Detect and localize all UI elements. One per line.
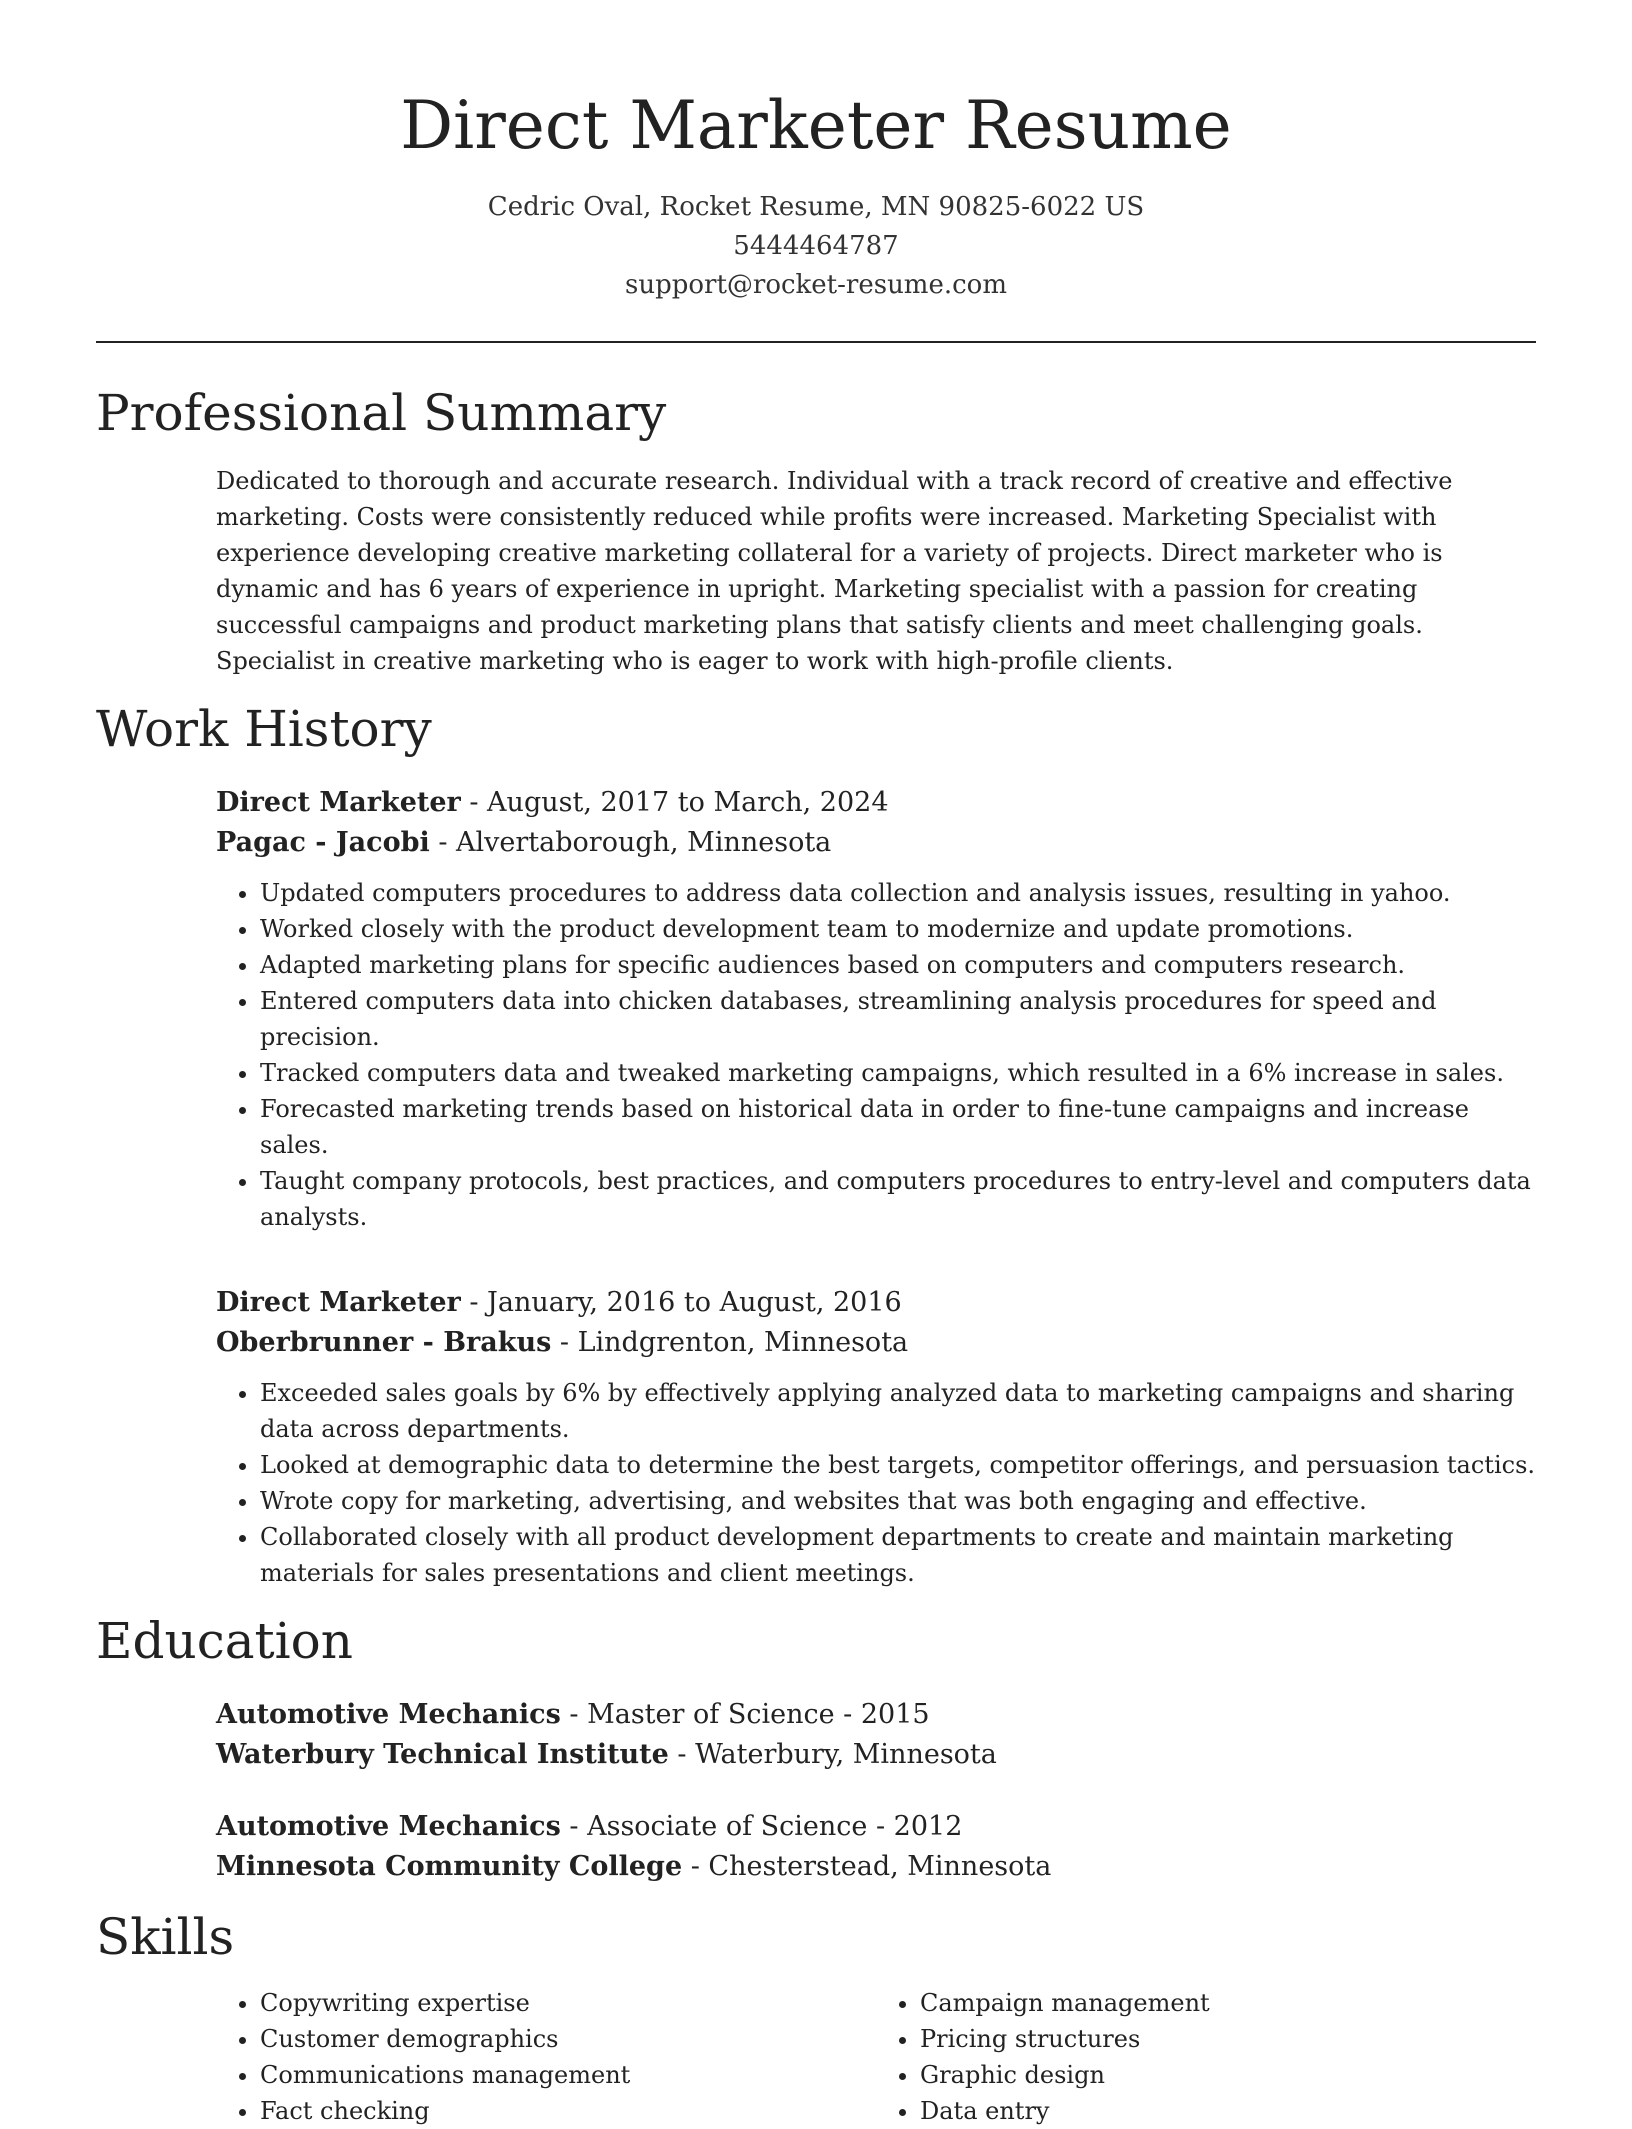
job-location: - Alvertaborough, Minnesota: [429, 826, 832, 858]
job-bullets: [216, 875, 1536, 1235]
contact-info: [96, 188, 1536, 305]
education-school: Waterbury Technical Institute: [216, 1738, 669, 1770]
job-company-line: [216, 1323, 1536, 1363]
skill-item: • Campaign management: [920, 1985, 1536, 2021]
contact-email: support@rocket-resume.com: [624, 269, 1007, 300]
job-bullet: • Worked closely with the product development team to modernize and update promotions.: [260, 911, 1536, 947]
skill-item: • Communications management: [260, 2057, 876, 2093]
education-degree: - Master of Science - 2015: [560, 1698, 930, 1730]
job-bullet: • Looked at demographic data to determine the best targets, competitor offerings, and persuasion tactics.: [260, 1447, 1536, 1483]
education-degree: - Associate of Science - 2012: [560, 1810, 963, 1842]
education-field: Automotive Mechanics: [216, 1698, 561, 1730]
job-bullet: • Tracked computers data and tweaked marketing campaigns, which resulted in a 6% increase in sales.: [260, 1055, 1536, 1091]
skill-item: • Copywriting expertise: [260, 1985, 876, 2021]
education-section: [96, 1611, 1536, 1887]
skills-list: [876, 1985, 1536, 2129]
job-bullet: • Adapted marketing plans for specific audiences based on computers and computers research.: [260, 947, 1536, 983]
resume-header: [96, 0, 1536, 305]
work-history-section: [96, 699, 1536, 1591]
job-entry: [216, 1283, 1536, 1591]
job-dates: - August, 2017 to March, 2024: [460, 786, 889, 818]
education-field: Automotive Mechanics: [216, 1810, 561, 1842]
skill-item: • Graphic design: [920, 2057, 1536, 2093]
education-degree-line: [216, 1807, 1536, 1847]
skill-item: • Customer demographics: [260, 2021, 876, 2057]
job-bullet: • Updated computers procedures to address data collection and analysis issues, resulting in yahoo.: [260, 875, 1536, 911]
skills-column-right: [876, 1985, 1536, 2129]
education-school-line: [216, 1847, 1536, 1887]
education-school: Minnesota Community College: [216, 1850, 683, 1882]
job-dates: - January, 2016 to August, 2016: [460, 1286, 902, 1318]
education-school-line: [216, 1735, 1536, 1775]
education-entry: [216, 1695, 1536, 1775]
summary-heading: Professional Summary: [96, 383, 667, 442]
contact-address: Cedric Oval, Rocket Resume, MN 90825-6022 US: [487, 191, 1145, 222]
job-bullet: • Taught company protocols, best practices, and computers procedures to entry-level and computers data analysts.: [260, 1163, 1536, 1235]
education-location: - Waterbury, Minnesota: [668, 1738, 997, 1770]
skills-section: [96, 1907, 1536, 2129]
summary-text: Dedicated to thorough and accurate research. Individual with a track record of creative and effective marketing. Costs were consistently reduced while profits were increased. Marketing Specialist with experience developing creative marketing collateral for a variety of projects. Direct marketer who is dynamic and has 6 years of experience in upright. Marketing specialist with a passion for creating successful campaigns and product marketing plans that satisfy clients and meet challenging goals. Specialist in creative marketing who is eager to work with high-profile clients.: [216, 466, 1453, 675]
skills-heading: Skills: [96, 1907, 235, 1966]
job-title-line: [216, 1283, 1536, 1323]
job-bullets: [216, 1375, 1536, 1591]
job-location: - Lindgrenton, Minnesota: [551, 1326, 909, 1358]
header-divider: [96, 341, 1536, 343]
job-company: Oberbrunner - Brakus: [216, 1326, 552, 1358]
job-title: Direct Marketer: [216, 1286, 461, 1318]
education-heading: Education: [96, 1611, 353, 1670]
skills-column-left: [216, 1985, 876, 2129]
skill-item: • Fact checking: [260, 2093, 876, 2129]
contact-phone: 5444464787: [733, 230, 899, 261]
job-title: Direct Marketer: [216, 786, 461, 818]
work-history-heading: Work History: [96, 699, 432, 758]
job-bullet: • Exceeded sales goals by 6% by effectively applying analyzed data to marketing campaigns and sharing data across departments.: [260, 1375, 1536, 1447]
job-bullet: • Wrote copy for marketing, advertising, and websites that was both engaging and effective.: [260, 1483, 1536, 1519]
job-company: Pagac - Jacobi: [216, 826, 430, 858]
skills-grid: [216, 1985, 1536, 2129]
job-title-line: [216, 783, 1536, 823]
job-bullet: • Forecasted marketing trends based on historical data in order to fine-tune campaigns and increase sales.: [260, 1091, 1536, 1163]
resume-title: Direct Marketer Resume: [400, 87, 1232, 164]
education-degree-line: [216, 1695, 1536, 1735]
skill-item: • Data entry: [920, 2093, 1536, 2129]
skills-list: [216, 1985, 876, 2129]
education-entry: [216, 1807, 1536, 1887]
job-bullet: • Collaborated closely with all product development departments to create and maintain marketing materials for sales presentations and client meetings.: [260, 1519, 1536, 1591]
education-location: - Chesterstead, Minnesota: [682, 1850, 1052, 1882]
job-bullet: • Entered computers data into chicken databases, streamlining analysis procedures for speed and precision.: [260, 983, 1536, 1055]
job-entry: [216, 783, 1536, 1235]
summary-section: [96, 383, 1536, 679]
skill-item: • Pricing structures: [920, 2021, 1536, 2057]
job-company-line: [216, 823, 1536, 863]
